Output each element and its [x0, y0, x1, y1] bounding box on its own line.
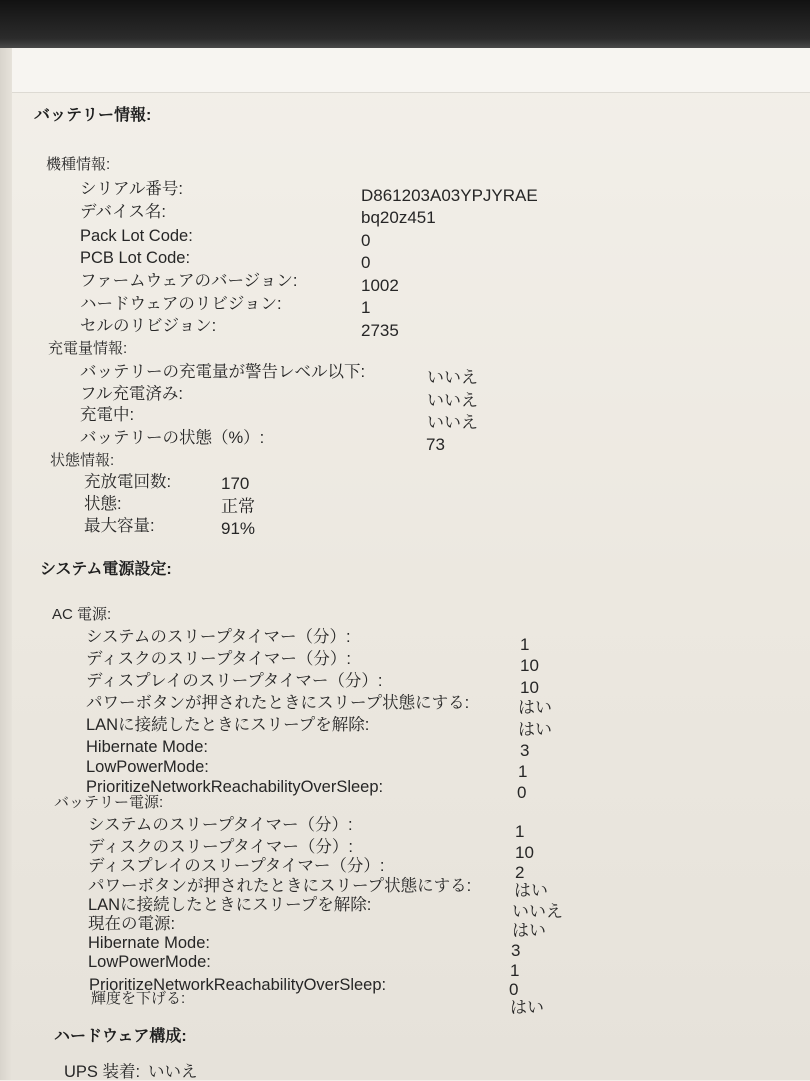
value-ac-power-button-sleep: はい: [518, 698, 552, 717]
value-ac-prioritize-network: 0: [517, 783, 527, 802]
label-pcb-lot-code: PCB Lot Code:: [80, 249, 191, 267]
label-charge-below-warning: バッテリーの充電量が警告レベル以下:: [80, 363, 366, 381]
group-title-ac-power: AC 電源:: [52, 606, 112, 623]
label-cycle-count: 充放電回数:: [84, 473, 172, 491]
value-ups-installed: いいえ: [148, 1063, 198, 1081]
value-batt-reduce-brightness: はい: [510, 998, 544, 1017]
label-ac-power-button-sleep: パワーボタンが押されたときにスリープ状態にする:: [86, 694, 470, 712]
value-batt-current-source: はい: [512, 921, 546, 940]
label-cell-revision: セルのリビジョン:: [80, 317, 217, 335]
value-fully-charged: いいえ: [427, 391, 478, 410]
value-device-name: bq20z451: [361, 208, 436, 227]
value-ac-system-sleep: 1: [520, 635, 530, 654]
value-ac-display-sleep: 10: [520, 678, 539, 697]
value-serial-number: D861203A03YPJYRAE: [361, 186, 538, 205]
value-batt-system-sleep: 1: [515, 822, 525, 841]
group-title-battery-power: バッテリー電源:: [54, 794, 164, 811]
value-condition: 正常: [221, 497, 255, 516]
value-batt-hibernate-mode: 3: [511, 941, 521, 960]
monitor-bezel: [0, 0, 810, 48]
group-title-health-info: 状態情報:: [50, 452, 115, 469]
label-pack-lot-code: Pack Lot Code:: [80, 227, 193, 245]
label-batt-hibernate-mode: Hibernate Mode:: [88, 934, 210, 952]
value-batt-wake-on-lan: いいえ: [512, 902, 563, 921]
label-batt-display-sleep: ディスプレイのスリープタイマー（分）:: [88, 857, 385, 875]
label-ac-display-sleep: ディスプレイのスリープタイマー（分）:: [86, 672, 383, 690]
section-title-power-settings: システム電源設定:: [40, 561, 172, 578]
value-pcb-lot-code: 0: [361, 253, 371, 272]
section-title-hardware-config: ハードウェア構成:: [54, 1028, 187, 1045]
label-device-name: デバイス名:: [80, 203, 166, 221]
value-charging: いいえ: [427, 413, 478, 432]
label-charging: 充電中:: [80, 406, 135, 424]
label-serial-number: シリアル番号:: [80, 180, 183, 198]
label-hardware-revision: ハードウェアのリビジョン:: [80, 295, 282, 313]
label-ac-prioritize-network: PrioritizeNetworkReachabilityOverSleep:: [86, 778, 384, 796]
label-max-capacity: 最大容量:: [84, 517, 155, 535]
label-ac-hibernate-mode: Hibernate Mode:: [86, 738, 208, 756]
label-ac-wake-on-lan: LANに接続したときにスリープを解除:: [86, 716, 370, 734]
value-batt-display-sleep: 2: [515, 863, 525, 882]
value-batt-power-button-sleep: はい: [514, 881, 548, 900]
label-ac-system-sleep: システムのスリープタイマー（分）:: [86, 628, 351, 646]
label-batt-prioritize-network: PrioritizeNetworkReachabilityOverSleep:: [89, 976, 387, 994]
value-firmware-version: 1002: [361, 276, 399, 295]
value-ac-hibernate-mode: 3: [520, 741, 530, 760]
label-battery-health-percent: バッテリーの状態（%）:: [80, 429, 265, 447]
group-title-model-info: 機種情報:: [46, 156, 111, 173]
label-ups-installed: UPS 装着:: [64, 1063, 141, 1081]
value-batt-disk-sleep: 10: [515, 843, 534, 862]
label-batt-low-power-mode: LowPowerMode:: [88, 953, 211, 971]
label-condition: 状態:: [84, 495, 122, 513]
label-batt-reduce-brightness: 輝度を下げる:: [91, 990, 186, 1007]
value-ac-disk-sleep: 10: [520, 656, 539, 675]
value-ac-wake-on-lan: はい: [518, 720, 552, 739]
label-batt-disk-sleep: ディスクのスリープタイマー（分）:: [88, 838, 353, 856]
label-batt-wake-on-lan: LANに接続したときにスリープを解除:: [88, 896, 372, 914]
label-ac-low-power-mode: LowPowerMode:: [86, 758, 209, 776]
value-pack-lot-code: 0: [361, 231, 371, 250]
value-batt-low-power-mode: 1: [510, 961, 520, 980]
value-cell-revision: 2735: [361, 321, 399, 340]
label-batt-power-button-sleep: パワーボタンが押されたときにスリープ状態にする:: [88, 877, 472, 895]
section-title-battery-info: バッテリー情報:: [34, 107, 152, 124]
window-top-bar: [12, 48, 810, 93]
value-battery-health-percent: 73: [426, 435, 445, 454]
group-title-charge-info: 充電量情報:: [48, 340, 128, 357]
value-charge-below-warning: いいえ: [427, 368, 478, 387]
value-hardware-revision: 1: [361, 298, 371, 317]
value-batt-prioritize-network: 0: [509, 980, 519, 999]
window-left-edge: [0, 48, 12, 1080]
value-ac-low-power-mode: 1: [518, 762, 528, 781]
label-batt-system-sleep: システムのスリープタイマー（分）:: [88, 816, 353, 834]
label-ac-disk-sleep: ディスクのスリープタイマー（分）:: [86, 650, 351, 668]
label-fully-charged: フル充電済み:: [80, 385, 183, 403]
value-max-capacity: 91%: [221, 519, 256, 538]
label-batt-current-source: 現在の電源:: [88, 915, 176, 933]
label-firmware-version: ファームウェアのバージョン:: [80, 272, 298, 290]
value-cycle-count: 170: [221, 474, 250, 493]
